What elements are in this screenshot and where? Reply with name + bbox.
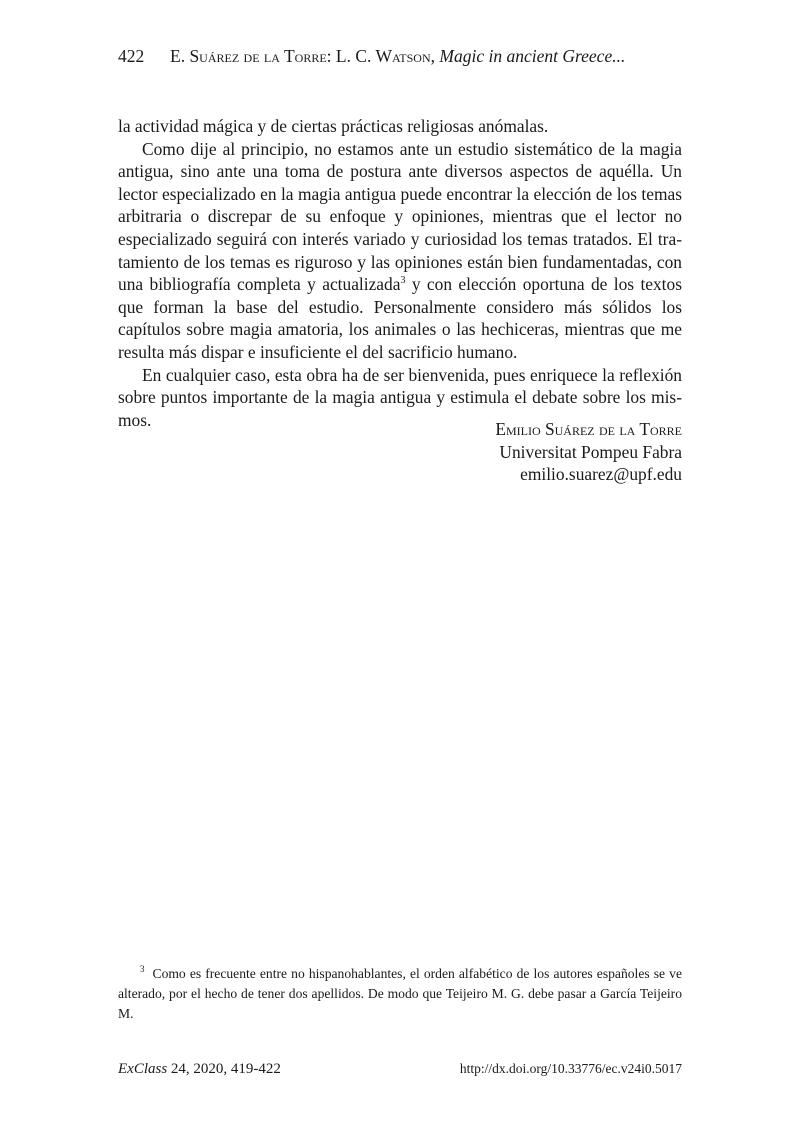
paragraph-3: En cualquier caso, esta obra ha de ser bienvenida, pues enriquece la reflexión sobre puntos importante de la magia antigua y estimula el debate sobre los mismos. [118,364,682,430]
header-authors: E. Suárez de la Torre: L. C. Watson, [170,46,440,66]
footnote-reference-3[interactable]: 3 [400,275,406,287]
signature-email[interactable]: emilio.suarez@upf.edu [520,464,682,485]
body-text [118,115,682,431]
footer-volume-pages: 24, 2020, 419-422 [167,1061,281,1077]
paragraph-2 [118,138,682,364]
footnote-text: Como es frecuente entre no hispanohablantes, el orden alfabético de los autores españoles se ve alterado, por el hecho de tener dos apellidos. De modo que Teijeiro M. G. debe pasar a García Teijeiro M. [118,966,682,1022]
footnote-3 [118,964,682,1025]
paragraph-1: la actividad mágica y de ciertas prácticas religiosas anómalas. [118,116,549,136]
header-book-title: Magic in ancient Greece... [439,46,626,66]
signature-name: Emilio Suárez de la Torre [495,419,682,439]
signature-institution: Universitat Pompeu Fabra [499,441,682,462]
footer-doi-link[interactable]: http://dx.doi.org/10.33776/ec.v24i0.5017 [459,1061,682,1076]
page-number: 422 [118,46,145,66]
page-footer [118,1061,682,1078]
footnote-mark: 3 [140,964,145,975]
paragraph-2-text-a: Como dije al principio, no estamos ante un estudio sistemático de la magia antigua, sino ante una toma de postura ante diversos aspectos de aquélla. Un lector especializado en la magia antigua puede encontrar la elección de los temas arbitraria o discrepar de su enfoque y opiniones, mientras que el lector no especializado seguirá con interés variado y curiosidad los temas tratados. El tratamiento de los temas es riguroso y las opiniones están bien fundamentadas, con una bibliografía completa y actualizada [118,138,682,295]
footer-citation [118,1061,281,1078]
author-signature [495,418,682,486]
running-header [118,46,688,67]
paragraph-2-text-b: y con elección oportuna de los textos que forman la base del estudio. Personalmente considero más sólidos los capítulos sobre magia amatoria, los animales o las hechiceras, mientras que me resulta más dispar e insuficiente el del sacrificio humano. [118,274,682,362]
footer-journal: ExClass [118,1061,168,1077]
